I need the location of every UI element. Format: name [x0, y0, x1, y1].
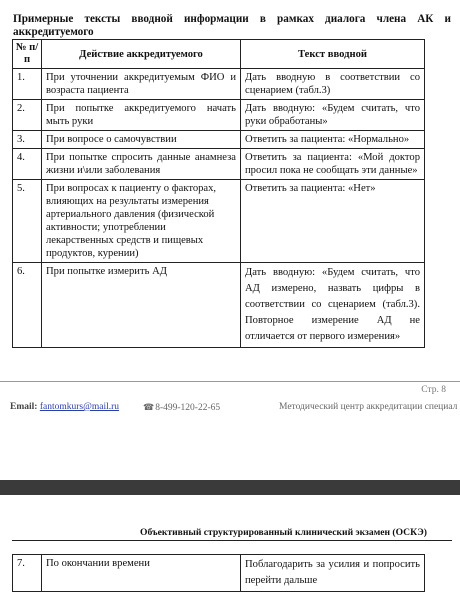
phone-number: 8-499-120-22-65 [155, 403, 221, 413]
instruction-table-continued [12, 554, 425, 592]
row-text: Ответить за пациента: «Мой доктор просил пока не сообщать эти данные» [241, 149, 425, 180]
row-action: При попытке аккредитуемого начать мыть руки [42, 100, 241, 131]
row-text: Дать вводную: «Будем считать, что АД измерено, назвать цифры в соответствии со сценарием (табл.3). Повторное измерение АД не отличается от первого измерения» [241, 263, 425, 348]
email-link[interactable]: fantomkurs@mail.ru [39, 402, 120, 412]
table-row [13, 263, 425, 348]
row-text: Ответить за пациента: «Нормально» [241, 131, 425, 149]
table-row [13, 100, 425, 131]
footer-email [10, 402, 119, 412]
row-action: При попытке спросить данные анамнеза жизни и\или заболевания [42, 149, 241, 180]
header-action: Действие аккредитуемого [42, 40, 241, 69]
table-row [13, 555, 425, 592]
row-action: По окончании времени [42, 555, 241, 592]
table-row [13, 131, 425, 149]
page-number: Стр. 8 [421, 385, 446, 395]
page-footer [0, 402, 460, 416]
footer-organization: Методический центр аккредитации специал [279, 402, 458, 412]
row-num: 1. [13, 69, 42, 100]
row-action: При вопросе о самочувствии [42, 131, 241, 149]
row-text: Ответить за пациента: «Нет» [241, 180, 425, 263]
next-page-header: Объективный структурированный клинический экзамен (ОСКЭ) [140, 527, 427, 538]
section-title: Примерные тексты вводной информации в рамках диалога члена АК и аккредитуемого [13, 13, 451, 38]
row-num: 5. [13, 180, 42, 263]
table-row [13, 69, 425, 100]
email-label: Email: [10, 402, 38, 412]
row-text: Дать вводную: «Будем считать, что руки обработаны» [241, 100, 425, 131]
row-num: 3. [13, 131, 42, 149]
row-num: 4. [13, 149, 42, 180]
page-divider [0, 381, 460, 382]
row-text: Дать вводную в соответствии со сценарием (табл.3) [241, 69, 425, 100]
header-text: Текст вводной [241, 40, 425, 69]
row-num: 7. [13, 555, 42, 592]
phone-icon: ☎ [143, 402, 155, 412]
row-num: 6. [13, 263, 42, 348]
instruction-table [12, 39, 425, 348]
row-action: При уточнении аккредитуемым ФИО и возраста пациента [42, 69, 241, 100]
row-text: Поблагодарить за усилия и попросить перейти дальше [241, 555, 425, 592]
table-row [13, 149, 425, 180]
row-action: При вопросах к пациенту о факторах, влияющих на результаты измерения артериального давления (физической активности; употреблении лекарственных средств и пищевых продуктов, курении) [42, 180, 241, 263]
table-header-row [13, 40, 425, 69]
footer-phone [143, 402, 220, 413]
table-row [13, 180, 425, 263]
header-num: № п/п [13, 40, 42, 69]
page-break-bar [0, 480, 460, 495]
row-num: 2. [13, 100, 42, 131]
row-action: При попытке измерить АД [42, 263, 241, 348]
header-underline [12, 540, 452, 541]
